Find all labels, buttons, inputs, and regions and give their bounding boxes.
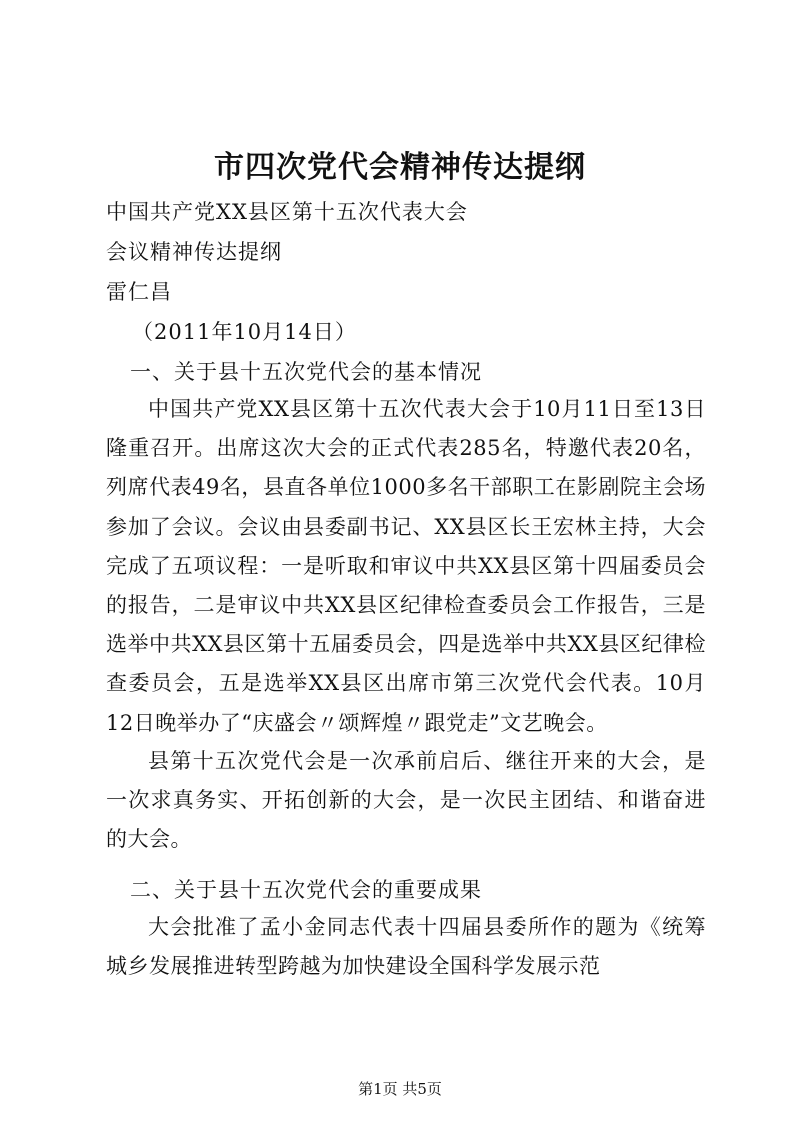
header-line-congress: 中国共产党XX县区第十五次代表大会 xyxy=(106,200,468,224)
header-line-author: 雷仁昌 xyxy=(106,280,172,304)
document-title: 市四次党代会精神传达提纲 xyxy=(214,150,586,185)
section2-heading: 二、关于县十五次党代会的重要成果 xyxy=(130,878,482,902)
section1-heading: 一、关于县十五次党代会的基本情况 xyxy=(130,360,482,384)
paragraph-significance: 县第十五次党代会是一次承前启后、继往开来的大会，是一次求真务实、开拓创新的大会，是一次民主团结、和谐奋进的大会。 xyxy=(106,749,706,852)
header-line-outline: 会议精神传达提纲 xyxy=(106,240,282,264)
header-line-date: （2011年10月14日） xyxy=(132,320,357,344)
page-footer: 第1页 共5页 xyxy=(358,1080,442,1098)
paragraph-basic-situation: 中国共产党XX县区第十五次代表大会于10月11日至13日隆重召开。出席这次大会的正式代表285名，特邀代表20名，列席代表49名，县直各单位1000多名干部职工在影剧院主会场参加了会议。会议由县委副书记、XX县区长王宏林主持，大会完成了五项议程：一是听取和审议中共XX县区第十四届委员会的报告，二是审议中共XX县区纪律检查委员会工作报告，三是选举中共XX县区第十五届委员会，四是选举中共XX县区纪律检查委员会，五是选举XX县区出席市第三次党代会代表。10月12日晚举办了“庆盛会〃颂辉煌〃跟党走”文艺晚会。 xyxy=(106,397,706,735)
paragraph-achievements: 大会批准了孟小金同志代表十四届县委所作的题为《统筹城乡发展推进转型跨越为加快建设全国科学发展示范 xyxy=(106,915,706,979)
